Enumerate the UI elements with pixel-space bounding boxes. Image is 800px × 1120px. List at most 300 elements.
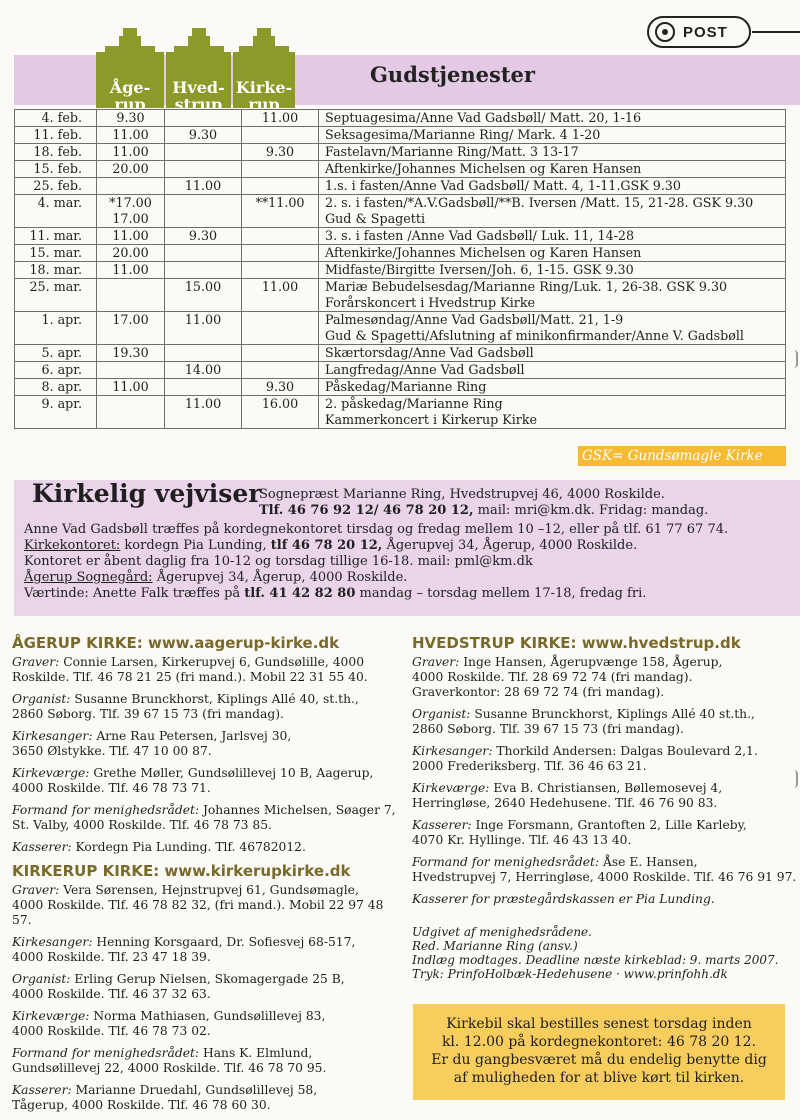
contact-text: Inge Forsmann, Grantoften 2, Lille Karleby, [471,818,747,832]
cell-t3 [242,195,319,228]
page-edge-mark [794,770,798,788]
cell-line: *17.00 [109,195,152,210]
cell-line: 11.00 [112,127,149,142]
cell-line: 11. feb. [33,127,82,142]
church-name-line1: Åge- [109,78,151,97]
cell-date [15,345,97,362]
kasserer-praestegaard: Kasserer for præstegårdskassen er Pia Lunding. [412,892,715,906]
table-row [15,178,786,195]
cell-line: 25. feb. [33,178,82,193]
vejviser-text: Ågerupvej 34, Ågerup, 4000 Roskilde. [382,538,638,553]
cell-line: 11.00 [112,144,149,159]
cell-t3 [242,279,319,312]
contact-role: Organist: [12,972,71,986]
contact-text: Susanne Brunckhorst, Kiplings Allé 40, st.th., [70,692,359,706]
cell-line: 9.30 [265,144,295,159]
cell-t2 [165,279,242,312]
cell-t3 [242,245,319,262]
table-row [15,228,786,245]
church-tower-icon [119,36,141,54]
contact-line [12,803,397,818]
cell-t2 [165,127,242,144]
contact-entry [12,729,397,759]
contact-text: Norma Mathiasen, Gundsølillevej 83, [89,1009,326,1023]
contact-entry [12,692,397,722]
contact-line [12,729,397,744]
contact-text: Arne Rau Petersen, Jarlsvej 30, [92,729,292,743]
cell-line: Midfaste/Birgitte Iversen/Joh. 6, 1-15. GSK 9.30 [325,262,634,277]
cell-line: 9.30 [188,127,218,142]
contact-line: Tågerup, 4000 Roskilde. Tlf. 46 78 60 30. [12,1098,271,1112]
cell-line: Septuagesima/Anne Vad Gadsbøll/ Matt. 20, 1-16 [325,110,642,125]
contact-entry [412,707,797,737]
cell-line: Aftenkirke/Johannes Michelsen og Karen Hansen [325,161,642,176]
contact-line [12,655,397,670]
cell-line: 11.00 [112,228,149,243]
cell-t3 [242,396,319,429]
table-row [15,396,786,429]
cell-date [15,245,97,262]
cell-desc [319,262,786,279]
cell-line: 18. mar. [29,262,82,277]
contact-text: Thorkild Andersen: Dalgas Boulevard 2,1. [492,744,758,758]
contact-line [412,855,797,870]
contact-line: Gundsølillevej 22, 4000 Roskilde. Tlf. 46 78 70 95. [12,1061,327,1075]
contact-role: Kirkesanger: [12,729,93,743]
vejviser-text: Ågerupvej 34, Ågerup, 4000 Roskilde. [152,570,408,585]
cell-desc [319,144,786,161]
cell-desc [319,178,786,195]
cell-line: Fastelavn/Marianne Ring/Matt. 3 13-17 [325,144,579,159]
cell-t3 [242,379,319,396]
contact-role: Kirkesanger: [12,935,93,949]
contact-role: Kirkesanger: [412,744,493,758]
cell-line: 11.00 [184,178,222,193]
contact-role: Kasserer: [412,818,472,832]
contact-text: Erling Gerup Nielsen, Skomagergade 25 B, [70,972,345,986]
cell-line: Aftenkirke/Johannes Michelsen og Karen Hansen [325,245,642,260]
contact-line: Hvedstrupvej 7, Herringløse, 4000 Roskilde. Tlf. 46 76 91 97. [412,870,797,884]
vejviser-text: Værtinde: Anette Falk træffes på [24,586,245,601]
cell-desc [319,362,786,379]
vejviser-text: kordegn Pia Lunding, [120,538,271,553]
cell-line: Skærtorsdag/Anne Vad Gadsbøll [325,345,534,360]
cell-t2 [165,178,242,195]
cell-t1 [97,127,165,144]
cell-line: 15. mar. [29,245,82,260]
cell-line: Gud & Spagetti [325,211,426,226]
cell-line: Forårskoncert i Hvedstrup Kirke [325,295,536,310]
cell-line: 8. apr. [41,379,82,394]
cell-line: Palmesøndag/Anne Vad Gadsbøll/Matt. 21, 1-9 [325,312,624,327]
table-row [15,379,786,396]
cell-date [15,262,97,279]
cell-t1 [97,178,165,195]
post-divider [752,31,800,33]
contact-line: 2860 Søborg. Tlf. 39 67 15 73 (fri mandag). [12,707,284,721]
contact-text: Connie Larsen, Kirkerupvej 6, Gundsølille, 4000 [59,655,365,669]
cell-spacer [246,211,314,227]
cell-line: 11.00 [184,396,222,411]
cell-date [15,195,97,228]
contact-line: 4000 Roskilde. Tlf. 46 78 73 71. [12,781,211,795]
contact-entry [12,840,397,855]
post-logo-text: POST [683,23,728,41]
cell-line: 15.00 [184,279,222,294]
cell-t1 [97,110,165,127]
cell-spacer [101,396,160,412]
cell-t3 [242,312,319,345]
cell-date [15,127,97,144]
cell-desc [319,195,786,228]
cell-date [15,178,97,195]
cell-t3 [242,110,319,127]
contact-text: Hans K. Elmlund, [199,1046,313,1060]
vejviser-line: Kontoret er åbent daglig fra 10-12 og torsdag tillige 16-18. mail: pml@km.dk [24,554,533,569]
contact-line [412,744,797,759]
contact-entry [412,818,797,848]
cell-t2 [165,110,242,127]
contact-role: Graver: [12,655,60,669]
contact-entry [12,883,397,928]
cell-line: Gud & Spagetti/Afslutning af minikonfirmander/Anne V. Gadsbøll [325,328,744,343]
contact-line [12,972,397,987]
cell-line: Seksagesima/Marianne Ring/ Mark. 4 1-20 [325,127,601,142]
contact-role: Organist: [12,692,71,706]
church-name-line2: rup [248,95,280,114]
contact-line [412,707,797,722]
contact-role: Formand for menighedsrådet: [12,1046,200,1060]
vejviser-text: mail: mri@km.dk. Fridag: mandag. [473,503,709,518]
cell-line: 9.30 [116,110,145,125]
phone-bold: Tlf. 46 76 92 12/ 46 78 20 12, [259,503,474,518]
contact-line [12,692,397,707]
cell-line: 11.00 [112,379,149,394]
vejviser-line: Sognepræst Marianne Ring, Hvedstrupvej 46, 4000 Roskilde. [259,487,665,502]
cell-line: 2. påskedag/Marianne Ring [325,396,503,411]
cell-t3 [242,228,319,245]
aagerup-heading: ÅGERUP KIRKE: www.aagerup-kirke.dk [12,634,340,652]
contact-entry [12,972,397,1002]
cell-t1 [97,262,165,279]
contact-role: Kirkeværge: [12,766,90,780]
cell-line: 15. feb. [33,161,82,176]
contact-line [12,883,397,898]
kirkebil-line: Er du gangbesværet må du endelig benytte dig [431,1052,767,1068]
contact-entry [12,1009,397,1039]
cell-t3 [242,345,319,362]
contact-line [12,935,397,950]
cell-desc [319,279,786,312]
post-logo [647,16,751,48]
contact-line [412,655,797,670]
cell-spacer [169,195,237,211]
cell-date [15,312,97,345]
contact-entry [12,935,397,965]
table-row [15,195,786,228]
contact-entry [412,781,797,811]
contact-line: 4000 Roskilde. Tlf. 46 37 32 63. [12,987,211,1001]
posthorn-icon [655,22,675,42]
cell-line: 11.00 [261,279,299,294]
cell-t1 [97,312,165,345]
contact-line: Herringløse, 2640 Hedehusene. Tlf. 46 76 90 83. [412,796,718,810]
contact-entry [412,744,797,774]
cell-t3 [242,144,319,161]
cell-t2 [165,195,242,228]
vejviser-title: Kirkelig vejviser [32,479,262,508]
cell-date [15,228,97,245]
vejviser-line: Anne Vad Gadsbøll træffes på kordegnekontoret tirsdag og fredag mellem 10 –12, eller på tlf. 61 77 67 74. [24,522,729,537]
cell-line: 1. apr. [41,312,82,327]
right-contact-column [412,636,797,981]
contact-text: Kordegn Pia Lunding. Tlf. 46782012. [71,840,306,854]
cell-line: 20.00 [112,245,149,260]
cell-line: 6. apr. [41,362,82,377]
left-contact-column [12,636,397,1120]
cell-line: 17.00 [112,312,149,327]
cell-line: 5. apr. [41,345,82,360]
cell-t3 [242,362,319,379]
schedule-table [14,109,786,429]
contact-role: Organist: [412,707,471,721]
gsk-note: GSK= Gundsømagle Kirke [578,446,786,466]
cell-t2 [165,312,242,345]
cell-t1 [97,362,165,379]
cell-t2 [165,161,242,178]
credits-line: Tryk: PrinfoHolbæk-Hedehusene · www.prinfohh.dk [412,967,728,981]
church-tower-icon [253,36,275,54]
cell-line: 9.30 [265,379,295,394]
church-tower-icon [188,36,210,54]
cell-line: 16.00 [261,396,299,411]
cell-line: 3. s. i fasten /Anne Vad Gadsbøll/ Luk. 11, 14-28 [325,228,635,243]
cell-line: 18. feb. [33,144,82,159]
cell-t2 [165,345,242,362]
kirkebil-line: af muligheden for at blive kørt til kirken. [453,1070,745,1086]
table-row [15,262,786,279]
cell-desc [319,379,786,396]
church-name-line1: Hved- [172,78,225,97]
vejviser-line [24,570,407,586]
kirkebil-notice [413,1004,785,1100]
cell-line: **11.00 [255,195,305,210]
cell-date [15,362,97,379]
contact-line [412,781,797,796]
contact-entry [12,803,397,833]
cell-spacer [169,412,237,428]
cell-line: 4. feb. [41,110,82,125]
contact-line [412,818,797,833]
cell-t2 [165,379,242,396]
vejviser-line [24,538,637,554]
church-name-line2: rup [114,95,146,114]
table-row [15,144,786,161]
contact-line: 4070 Kr. Hyllinge. Tlf. 46 43 13 40. [412,833,632,847]
church-col-kirkerup [233,52,295,114]
cell-desc [319,161,786,178]
page-title: Gudstjenester [370,62,535,87]
kirkelig-vejviser [14,480,800,616]
cell-desc [319,345,786,362]
contact-role: Graver: [12,883,60,897]
cell-desc [319,228,786,245]
contact-entry [412,855,797,885]
contact-role: Graver: [412,655,460,669]
table-row [15,345,786,362]
church-name-line2: strup [174,95,223,114]
credits-line: Red. Marianne Ring (ansv.) [412,939,578,953]
church-col-hvedstrup [166,52,231,114]
cell-line: Kammerkoncert i Kirkerup Kirke [325,412,538,427]
contact-entry [412,655,797,700]
table-row [15,127,786,144]
cell-line: 11.00 [184,312,222,327]
cell-t1 [97,161,165,178]
cell-line: 20.00 [112,161,149,176]
contact-line: 3650 Ølstykke. Tlf. 47 10 00 87. [12,744,212,758]
vejviser-line [24,586,646,602]
cell-line: 9. apr. [41,396,82,411]
church-name-line1: Kirke- [235,78,293,97]
cell-t1 [97,245,165,262]
cell-line: 9.30 [188,228,218,243]
kirkerup-heading: KIRKERUP KIRKE: www.kirkerupkirke.dk [12,862,351,880]
cell-line: Langfredag/Anne Vad Gadsbøll [325,362,525,377]
table-row [15,312,786,345]
kirkebil-line: kl. 12.00 på kordegnekontoret: 46 78 20 12. [441,1034,757,1050]
contact-text: Johannes Michelsen, Søager 7, [199,803,396,817]
contact-line [12,766,397,781]
table-row [15,110,786,127]
contact-line: St. Valby, 4000 Roskilde. Tlf. 46 78 73 85. [12,818,272,832]
credits-line: Udgivet af menighedsrådene. [412,925,592,939]
cell-date [15,144,97,161]
cell-desc [319,110,786,127]
vejviser-line [259,503,708,519]
contact-line: 2860 Søborg. Tlf. 39 67 15 73 (fri mandag). [412,722,684,736]
contact-text: Grethe Møller, Gundsølillevej 10 B, Aagerup, [89,766,374,780]
cell-spacer [246,312,314,328]
contact-text: Åse E. Hansen, [599,855,698,869]
contact-line [12,840,397,855]
contact-text: Eva B. Christiansen, Bøllemosevej 4, [489,781,723,795]
cell-line: 17.00 [112,211,149,226]
contact-text: Susanne Brunckhorst, Kiplings Allé 40 st.th., [470,707,755,721]
cell-line: Påskedag/Marianne Ring [325,379,487,394]
contact-line: 2000 Frederiksberg. Tlf. 36 46 63 21. [412,759,647,773]
contact-line: 4000 Roskilde. Tlf. 46 78 73 02. [12,1024,211,1038]
cell-desc [319,312,786,345]
contact-entry [12,766,397,796]
cell-t3 [242,262,319,279]
cell-t2 [165,228,242,245]
contact-role: Kirkeværge: [12,1009,90,1023]
cell-t2 [165,362,242,379]
contact-role: Formand for menighedsrådet: [412,855,600,869]
cell-line: 1.s. i fasten/Anne Vad Gadsbøll/ Matt. 4, 1-11.GSK 9.30 [325,178,681,193]
cell-t1 [97,345,165,362]
contact-line: 4000 Roskilde. Tlf. 28 69 72 74 (fri mandag). [412,670,693,684]
cell-line: 14.00 [184,362,222,377]
cell-line: 19.30 [112,345,149,360]
contact-text: Marianne Druedahl, Gundsølillevej 58, [71,1083,318,1097]
cell-line: 11.00 [112,262,149,277]
page-edge-mark [794,350,798,368]
cell-desc [319,245,786,262]
phone-bold: tlf. 41 42 82 80 [244,586,356,601]
cell-desc [319,396,786,429]
contact-line: Roskilde. Tlf. 46 78 21 25 (fri mand.). Mobil 22 31 55 40. [12,670,368,684]
cell-date [15,110,97,127]
cell-line: 4. mar. [37,195,82,210]
cell-line: 11. mar. [29,228,82,243]
kirkebil-line: Kirkebil skal bestilles senest torsdag inden [446,1016,752,1032]
cell-t1 [97,379,165,396]
phone-bold: tlf 46 78 20 12, [270,538,383,553]
cell-t2 [165,396,242,429]
cell-date [15,379,97,396]
vejviser-text: mandag – torsdag mellem 17-18, fredag fri. [355,586,647,601]
church-col-aagerup [96,52,164,114]
cell-t2 [165,262,242,279]
cell-t3 [242,127,319,144]
contact-role: Formand for menighedsrådet: [12,803,200,817]
table-row [15,245,786,262]
cell-desc [319,127,786,144]
cell-line: 25. mar. [29,279,82,294]
cell-line: Mariæ Bebudelsesdag/Marianne Ring/Luk. 1, 26-38. GSK 9.30 [325,279,728,294]
contact-role: Kasserer: [12,840,72,854]
cell-spacer [101,279,160,295]
contact-line: Graverkontor: 28 69 72 74 (fri mandag). [412,685,665,699]
table-row [15,161,786,178]
kirkekontoret-label: Kirkekontoret: [24,538,121,553]
cell-t1 [97,228,165,245]
cell-t3 [242,161,319,178]
credits [412,925,797,981]
cell-t2 [165,144,242,161]
contact-line [12,1046,397,1061]
contact-entry [12,1083,397,1113]
cell-t1 [97,144,165,161]
cell-spacer [169,328,237,344]
credits-line: Indlæg modtages. Deadline næste kirkeblad: 9. marts 2007. [412,953,779,967]
contact-role: Kasserer: [12,1083,72,1097]
cell-date [15,396,97,429]
contact-entry [12,1046,397,1076]
cell-date [15,161,97,178]
table-row [15,279,786,312]
contact-line [12,1009,397,1024]
cell-line: 11.00 [261,110,299,125]
cell-date [15,279,97,312]
contact-line [12,1083,397,1098]
contact-text: Vera Sørensen, Hejnstrupvej 61, Gundsømagle, [59,883,359,897]
contact-line: 4000 Roskilde. Tlf. 46 78 82 32, (fri mand.). Mobil 22 97 48 57. [12,898,384,927]
contact-entry [12,655,397,685]
cell-t2 [165,245,242,262]
contact-role: Kirkeværge: [412,781,490,795]
contact-text: Henning Korsgaard, Dr. Sofiesvej 68-517, [92,935,356,949]
contact-text: Inge Hansen, Ågerupvænge 158, Ågerup, [459,655,723,669]
cell-spacer [246,295,314,311]
cell-t1 [97,279,165,312]
cell-t1 [97,195,165,228]
table-row [15,362,786,379]
sognegaard-label: Ågerup Sognegård: [24,570,153,585]
contact-line: 4000 Roskilde. Tlf. 23 47 18 39. [12,950,211,964]
